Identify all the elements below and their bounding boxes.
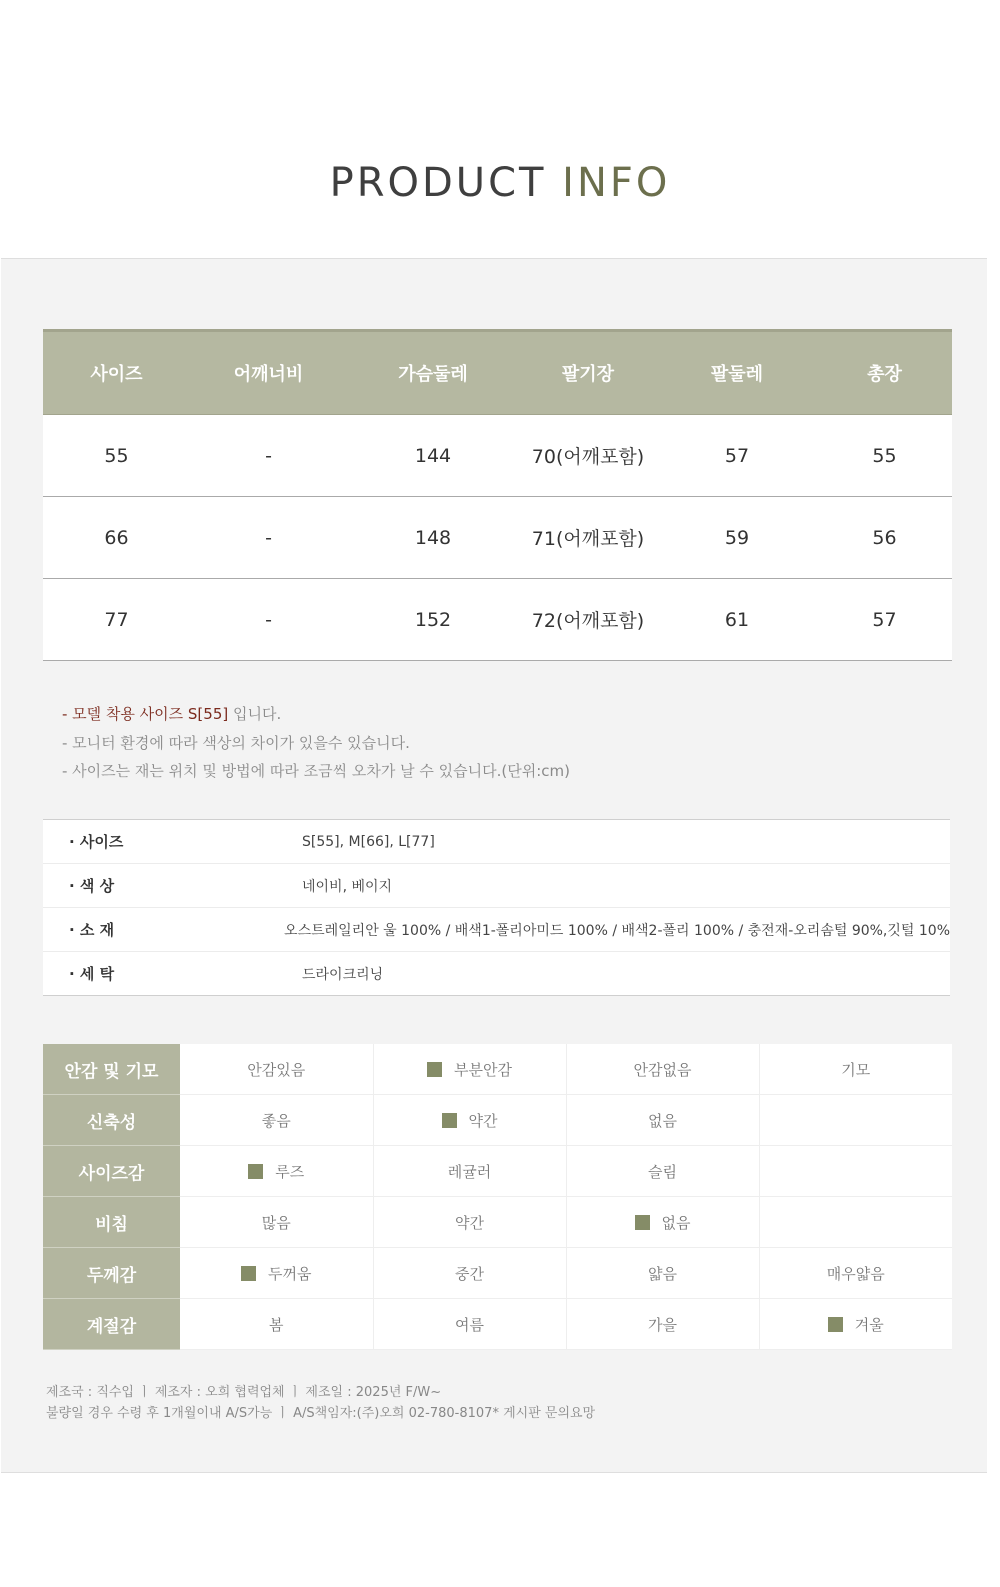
cell-shoulder: -	[190, 579, 347, 661]
cell-chest: 144	[347, 415, 519, 497]
attribute-option-label: 여름	[455, 1315, 484, 1334]
cell-sleeve-width: 59	[657, 497, 817, 579]
attribute-option-label: 레귤러	[447, 1162, 492, 1181]
page-title	[0, 160, 1000, 206]
spec-row-material	[43, 908, 950, 952]
attribute-option-label: 매우얇음	[826, 1264, 885, 1283]
attribute-option	[180, 1197, 373, 1248]
table-row	[43, 415, 952, 497]
attribute-option-label: 없음	[648, 1111, 677, 1130]
title-product: PRODUCT	[329, 160, 563, 206]
attribute-option-label: 두꺼움	[268, 1264, 312, 1283]
attribute-option	[373, 1197, 566, 1248]
attribute-option	[566, 1044, 759, 1095]
attribute-row	[43, 1095, 952, 1146]
attribute-option-label: 슬림	[648, 1162, 677, 1181]
attribute-option	[759, 1248, 952, 1299]
attribute-option	[566, 1299, 759, 1350]
header-total-length: 총장	[817, 331, 952, 415]
cell-sleeve-width: 57	[657, 415, 817, 497]
footer-notice	[46, 1382, 595, 1424]
spec-key-size: · 사이즈	[69, 833, 124, 851]
attribute-option-label: 부분안감	[454, 1060, 512, 1079]
size-table-header	[43, 331, 952, 415]
attribute-option-label: 없음	[661, 1213, 691, 1232]
size-table	[43, 329, 952, 661]
spec-row-care	[43, 952, 950, 995]
header-shoulder: 어깨너비	[190, 331, 347, 415]
selected-mark-icon	[442, 1113, 457, 1128]
attribute-option-label: 좋음	[261, 1111, 291, 1130]
cell-size: 55	[43, 415, 190, 497]
spec-key-material: · 소 재	[69, 921, 115, 939]
cell-chest: 152	[347, 579, 519, 661]
attribute-option-label: 루즈	[275, 1162, 305, 1181]
attribute-option-label: 봄	[269, 1315, 284, 1334]
attribute-option	[373, 1044, 566, 1095]
table-row	[43, 497, 952, 579]
attribute-option	[180, 1248, 373, 1299]
attribute-option	[566, 1095, 759, 1146]
attribute-option	[566, 1197, 759, 1248]
header-sleeve-length: 팔기장	[519, 331, 657, 415]
attribute-option	[759, 1146, 952, 1197]
cell-sleeve-length: 70(어깨포함)	[519, 415, 657, 497]
attribute-label: 비침	[43, 1197, 180, 1248]
cell-size: 66	[43, 497, 190, 579]
note-measurement: - 사이즈는 재는 위치 및 방법에 따라 조금씩 오차가 날 수 있습니다.(단위:cm)	[62, 762, 570, 780]
attribute-option-label: 약간	[468, 1111, 498, 1130]
attribute-option	[180, 1095, 373, 1146]
attribute-row	[43, 1197, 952, 1248]
cell-sleeve-width: 61	[657, 579, 817, 661]
header-size: 사이즈	[43, 331, 190, 415]
spec-value-color: 네이비, 베이지	[302, 878, 393, 895]
note-model-size-suffix: 입니다.	[228, 705, 282, 723]
attribute-grid	[43, 1044, 952, 1350]
spec-value-care: 드라이크리닝	[302, 966, 384, 983]
attribute-option	[759, 1044, 952, 1095]
attribute-option-label: 안감없음	[633, 1060, 692, 1079]
attribute-option-label: 가을	[648, 1315, 677, 1334]
attribute-label: 안감 및 기모	[43, 1044, 180, 1095]
attribute-option	[180, 1044, 373, 1095]
selected-mark-icon	[241, 1266, 256, 1281]
attribute-option	[180, 1299, 373, 1350]
attribute-option-label: 약간	[455, 1213, 484, 1232]
selected-mark-icon	[427, 1062, 442, 1077]
attribute-option	[373, 1146, 566, 1197]
spec-value-size: S[55], M[66], L[77]	[302, 833, 435, 850]
cell-total-length: 56	[817, 497, 952, 579]
spec-key-color: · 색 상	[69, 877, 115, 895]
spec-row-color	[43, 864, 950, 908]
cell-sleeve-length: 72(어깨포함)	[519, 579, 657, 661]
footer-manufacture-info: 제조국 : 직수입 ㅣ 제조자 : 오희 협력업체 ㅣ 제조일 : 2025년 F/W~	[46, 1385, 442, 1400]
cell-shoulder: -	[190, 497, 347, 579]
attribute-option-label: 기모	[841, 1060, 871, 1079]
cell-shoulder: -	[190, 415, 347, 497]
header-sleeve-width: 팔둘레	[657, 331, 817, 415]
attribute-label: 신축성	[43, 1095, 180, 1146]
attribute-row	[43, 1044, 952, 1095]
note-model-size	[62, 700, 570, 729]
selected-mark-icon	[635, 1215, 650, 1230]
title-info: INFO	[562, 160, 671, 206]
attribute-label: 두께감	[43, 1248, 180, 1299]
attribute-row	[43, 1299, 952, 1350]
attribute-option	[373, 1248, 566, 1299]
attribute-option-label: 안감있음	[247, 1060, 306, 1079]
attribute-option	[373, 1299, 566, 1350]
cell-chest: 148	[347, 497, 519, 579]
attribute-label: 계절감	[43, 1299, 180, 1350]
header-chest: 가슴둘레	[347, 331, 519, 415]
note-model-size-highlight: - 모델 착용 사이즈 S[55]	[62, 705, 229, 723]
attribute-option-label: 중간	[455, 1264, 484, 1283]
product-spec-list	[43, 819, 950, 996]
attribute-label: 사이즈감	[43, 1146, 180, 1197]
note-monitor: - 모니터 환경에 따라 색상의 차이가 있을수 있습니다.	[62, 733, 410, 752]
footer-as-info: 불량일 경우 수령 후 1개월이내 A/S가능 ㅣ A/S책임자:(주)오희 02-780-8107* 게시판 문의요망	[46, 1406, 596, 1421]
attribute-option	[566, 1248, 759, 1299]
cell-total-length: 55	[817, 415, 952, 497]
cell-size: 77	[43, 579, 190, 661]
attribute-option	[759, 1095, 952, 1146]
attribute-option-label: 많음	[261, 1213, 291, 1232]
selected-mark-icon	[828, 1317, 843, 1332]
attribute-row	[43, 1248, 952, 1299]
spec-value-material: 오스트레일리안 울 100% / 배색1-폴리아미드 100% / 배색2-폴리 100% / 충전재-오리솜털 90%,깃털 10%	[284, 922, 950, 939]
attribute-option	[373, 1095, 566, 1146]
cell-sleeve-length: 71(어깨포함)	[519, 497, 657, 579]
attribute-option-label: 얇음	[648, 1264, 677, 1283]
attribute-option	[759, 1299, 952, 1350]
attribute-option	[759, 1197, 952, 1248]
attribute-row	[43, 1146, 952, 1197]
table-row	[43, 579, 952, 661]
selected-mark-icon	[248, 1164, 263, 1179]
attribute-option	[566, 1146, 759, 1197]
spec-key-care: · 세 탁	[69, 965, 115, 983]
attribute-option	[180, 1146, 373, 1197]
cell-total-length: 57	[817, 579, 952, 661]
attribute-option-label: 겨울	[854, 1315, 884, 1334]
size-notes	[62, 700, 570, 786]
spec-row-size	[43, 820, 950, 864]
